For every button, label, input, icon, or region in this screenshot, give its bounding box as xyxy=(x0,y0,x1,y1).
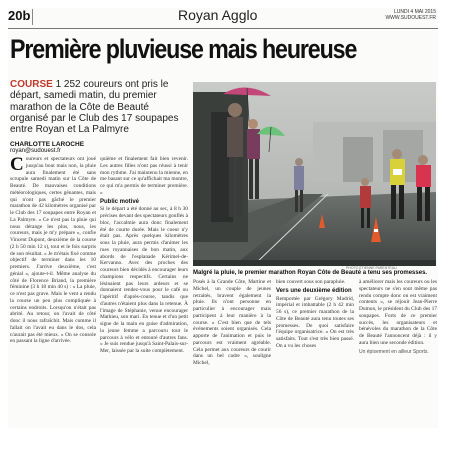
article-column-4 xyxy=(276,279,354,424)
newspaper-page xyxy=(8,8,438,428)
header-divider xyxy=(32,9,33,25)
site-url: WWW.SUDOUEST.FR xyxy=(385,15,436,21)
article-column-5 xyxy=(359,279,437,424)
column-2-text: quième et finalement fait bien revenir. Les autres filles n'ont pas réussi à tenir mon rythme. J'ai maintenu la mienne, en me basant sur ce qu'affichait ma montre, ce qui m'a permis de terminer première. » xyxy=(100,156,188,196)
page-number: 20b xyxy=(8,8,31,23)
column-4-text: bien couvert sous son parapluie. xyxy=(276,279,346,285)
column-3-text: Posés à la Grande Côte, Martine et Michel, un couple de jeunes retraités, bravent également la pluie. Ils n'ont personne en particulier à encourager mais participent à leur manière à la course. « C'est bien que de tels événements soient organisés. Cela apporte de l'animation et puis le parcours est vraiment agréable. Cela permet aux coureurs de courir dans un bel cadre », souligne Michel, xyxy=(193,279,271,366)
photo-caption: Malgré la pluie, le premier marathon Royan Côte de Beauté a tenu ses promesses. xyxy=(193,270,428,276)
subhead-second-edition: Vers une deuxième édition xyxy=(276,287,352,294)
photo-credit: PHOTO ÉTIENNE PARENTEAU xyxy=(346,266,397,270)
page-header xyxy=(8,8,438,30)
header-date-block xyxy=(385,9,436,21)
column-2-text-b: Si le départ a été donné au sec, à 8 h 30 précises devant des spectateurs gonflés à bloc, l'accalmie aura donc finalement été de courte durée. Mais le coeur n'y était pas. Après quelques kilomètres sous la pluie, aura permis d'animer les rues royannaises de bon matin, aux abords de l'esplanade Kérimel-de-Kervanno. Avec des proches des coureurs bien décidés à encourager leurs champions respectifs. Certains ne lésinaient pas leurs ardeurs et se donnaient rendez-vous pour le café ou l'apéritif d'après-course, tandis que d'autres n'étaient plus dans la retenue. À l'image de Stéphanie, venue encourager Mathieu, son mari. En tenue et d'un petit signe de la main en guise d'admiration, la jeune femme a parcouru tout le parcours à vélo et entouré d'autres fans. « Je suis rendue jusqu'à Saint-Palais-sur-Mer, laissée par la suite complètement. xyxy=(100,206,188,354)
author-email: royan@sudouest.fr xyxy=(10,148,61,154)
header-rule xyxy=(8,28,438,29)
section-title: Royan Agglo xyxy=(178,8,258,23)
lead-keyword: COURSE xyxy=(10,79,53,90)
subhead-public: Public motivé xyxy=(100,198,140,205)
lead-text: 1 252 coureurs ont pris le départ, samedi matin, du premier marathon de la Côte de Beauté organisé par le Club des 17 soupapes entre Royan et La Palmyre xyxy=(10,79,179,136)
headline: Première pluvieuse mais heureuse xyxy=(10,34,357,64)
byline xyxy=(10,141,84,155)
author-name: CHARLOTTE LAROCHE xyxy=(10,141,85,148)
column-5-text: à améliorer mais les coureurs ou les spectateurs ne s'en sont même pas rendu compte donc on est vraiment contents », se réjouit Jean-Pierre Dumon, le président du Club des 17 soupapes. Forts de ce premier succès, les organisateurs et bénévoles du marathon de la Côte de Beauté l'annoncent déjà : il y aura bien une seconde édition. xyxy=(359,279,437,346)
article-column-3 xyxy=(193,279,271,424)
drop-cap: C xyxy=(10,156,24,175)
date-line: LUNDI 4 MAI 2015 xyxy=(394,9,436,15)
column-5-note: Un épisement en ailleur Sports. xyxy=(359,348,429,355)
column-4-text-b: Remportée par Grégory Madrid, impérial et imbattable (2 h 42 min 56 s), ce premier marathon de la Côte de Beauté aura tenu toutes ses promesses. De quoi satisfaire l'équipe organisatrice. « On est très satisfaits. Tout s'est très bien passé. On a vu les choses xyxy=(276,295,354,349)
column-1-text: oureurs et spectateurs ont joué jusqu'au bout mais non, la pluie aura finalement été sans scrupule samedi matin sur la Côte de Beauté. De mauvaises conditions météorologiques, certes gênantes, mais qui n'ont pas gâché le premier marathon de 42 kilomètres organisé par le Club des 17 soupapes entre Royan et La Palmyre. « Ce n'est pas la pluie qui nous dérange les plus, nous, les coureurs, mais je m'y prépare », confie Vincent Dupont, deuxième de la course (2 h 50 min 12 s), tout et le fois surpris de son résultat. « Je m'étais fixé comme objectif de terminer dans les 10 premiers. J'arrive deuxième, c'est génial », ajoute-t-il. Même analyse du côté de Florence Briand, la première féminine (3 h 18 min 40 s) : « La pluie, ce n'est pas grave. Mais le vent a rendu la course un peu plus compliquée à certains endroits. Lorsqu'on n'était pas abrité. Au retour, on l'avait de côté donc il nous rafraîchit. Mais comme il fallait on l'avait eu dans le dos, cela n'aurait pas été mieux. » On se console en passant la ligne d'arrivée. xyxy=(10,156,96,345)
race-photo xyxy=(193,82,436,266)
lead-paragraph xyxy=(10,79,188,135)
article-column-2 xyxy=(100,156,188,424)
article-column-1 xyxy=(10,156,96,424)
